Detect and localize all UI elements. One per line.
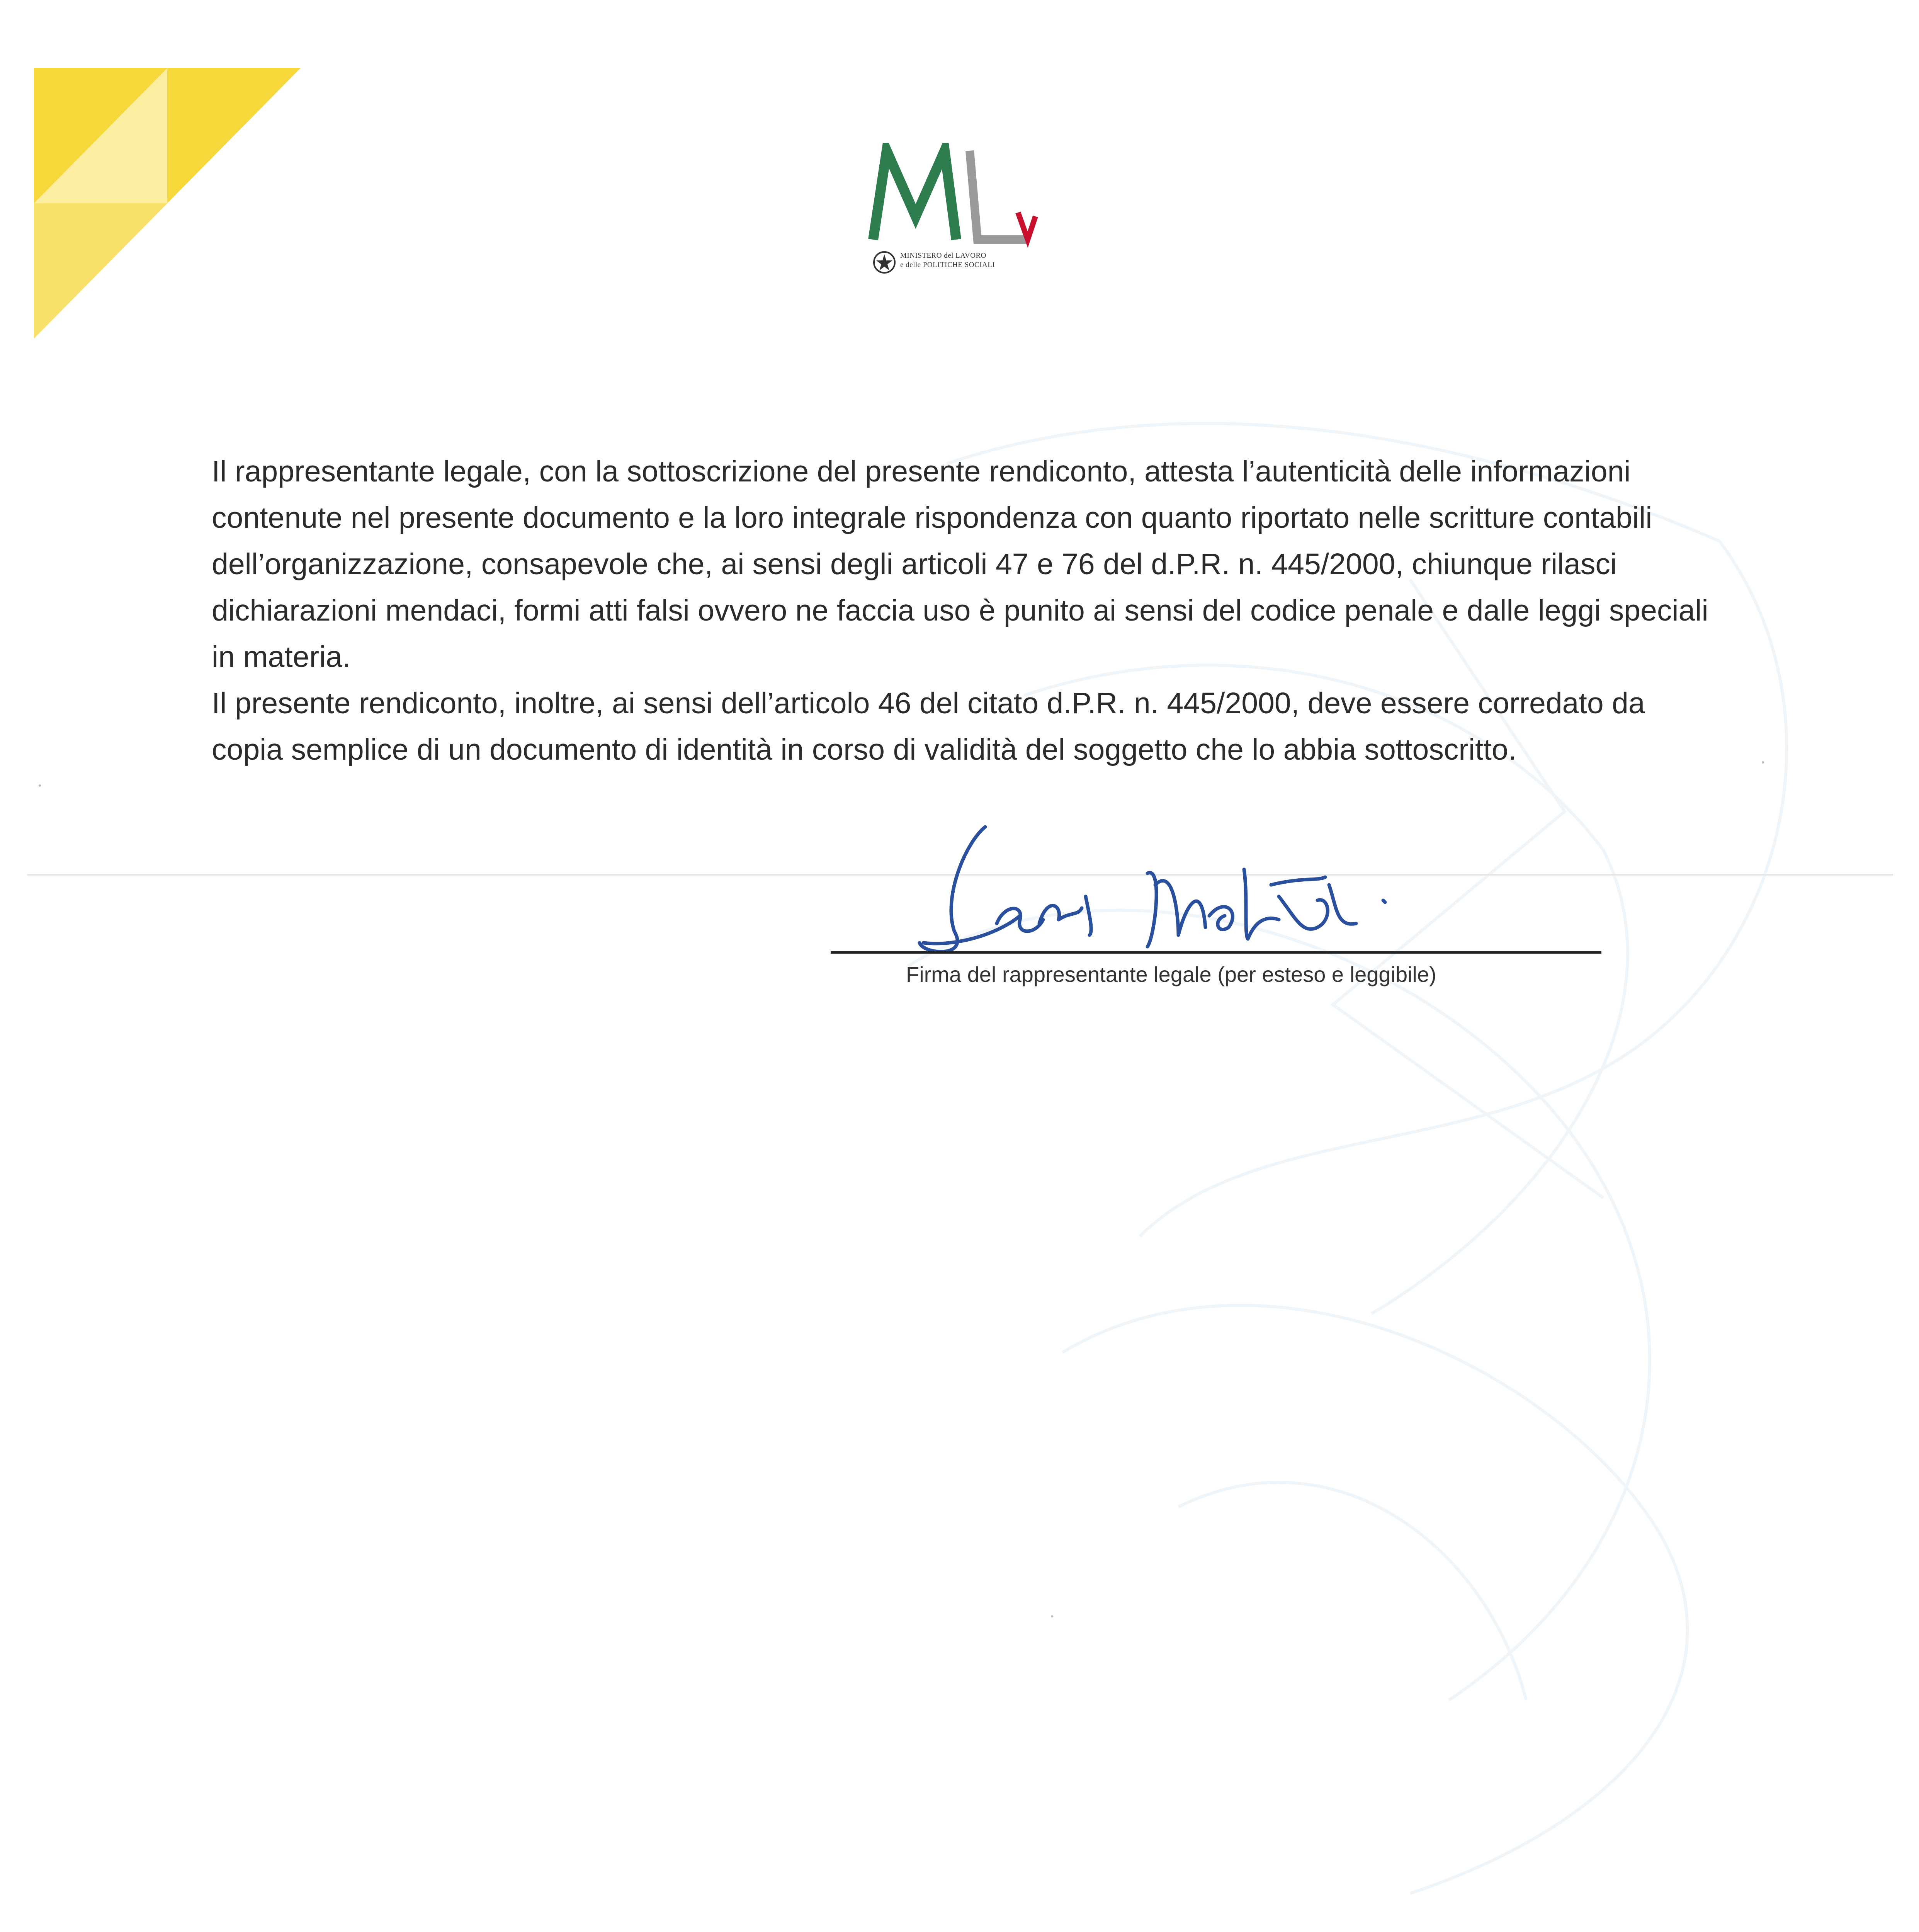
declaration-paragraph-2: Il presente rendiconto, inoltre, ai sensi dell’articolo 46 del citato d.P.R. n. 445/2000, deve essere corredato da copia semplice di un documento di identità in corso di validità del soggetto che lo abbia sottoscritto. (212, 687, 1645, 766)
signature-line (831, 951, 1601, 954)
corner-decoration-top-left (34, 68, 301, 338)
declaration-paragraph-1: Il rappresentante legale, con la sottoscrizione del presente rendiconto, attesta l’autenticità delle informazioni contenute nel presente documento e la loro integrale rispondenza con quanto riportato nelle scritture contabili dell’organizzazione, consapevole che, ai sensi degli articoli 47 e 76 del d.P.R. n. 445/2000, chiunque rilasci dichiarazioni mendaci, formi atti falsi ovvero ne faccia uso è punito ai sensi del codice penale e dalle leggi speciali in materia. (212, 455, 1708, 673)
scan-speck (1762, 761, 1764, 764)
signature-label: Firma del rappresentante legale (per esteso e leggibile) (906, 962, 1436, 986)
logo-caption-line2: e delle POLITICHE SOCIALI (900, 261, 995, 269)
republic-emblem-icon (872, 250, 896, 274)
logo-caption-line1: MINISTERO del LAVORO (900, 252, 986, 260)
scan-speck (1051, 1615, 1053, 1617)
handwritten-signature (908, 819, 1487, 966)
scan-speck (39, 784, 41, 787)
logo-caption (900, 251, 1055, 270)
declaration-text (212, 448, 1718, 773)
